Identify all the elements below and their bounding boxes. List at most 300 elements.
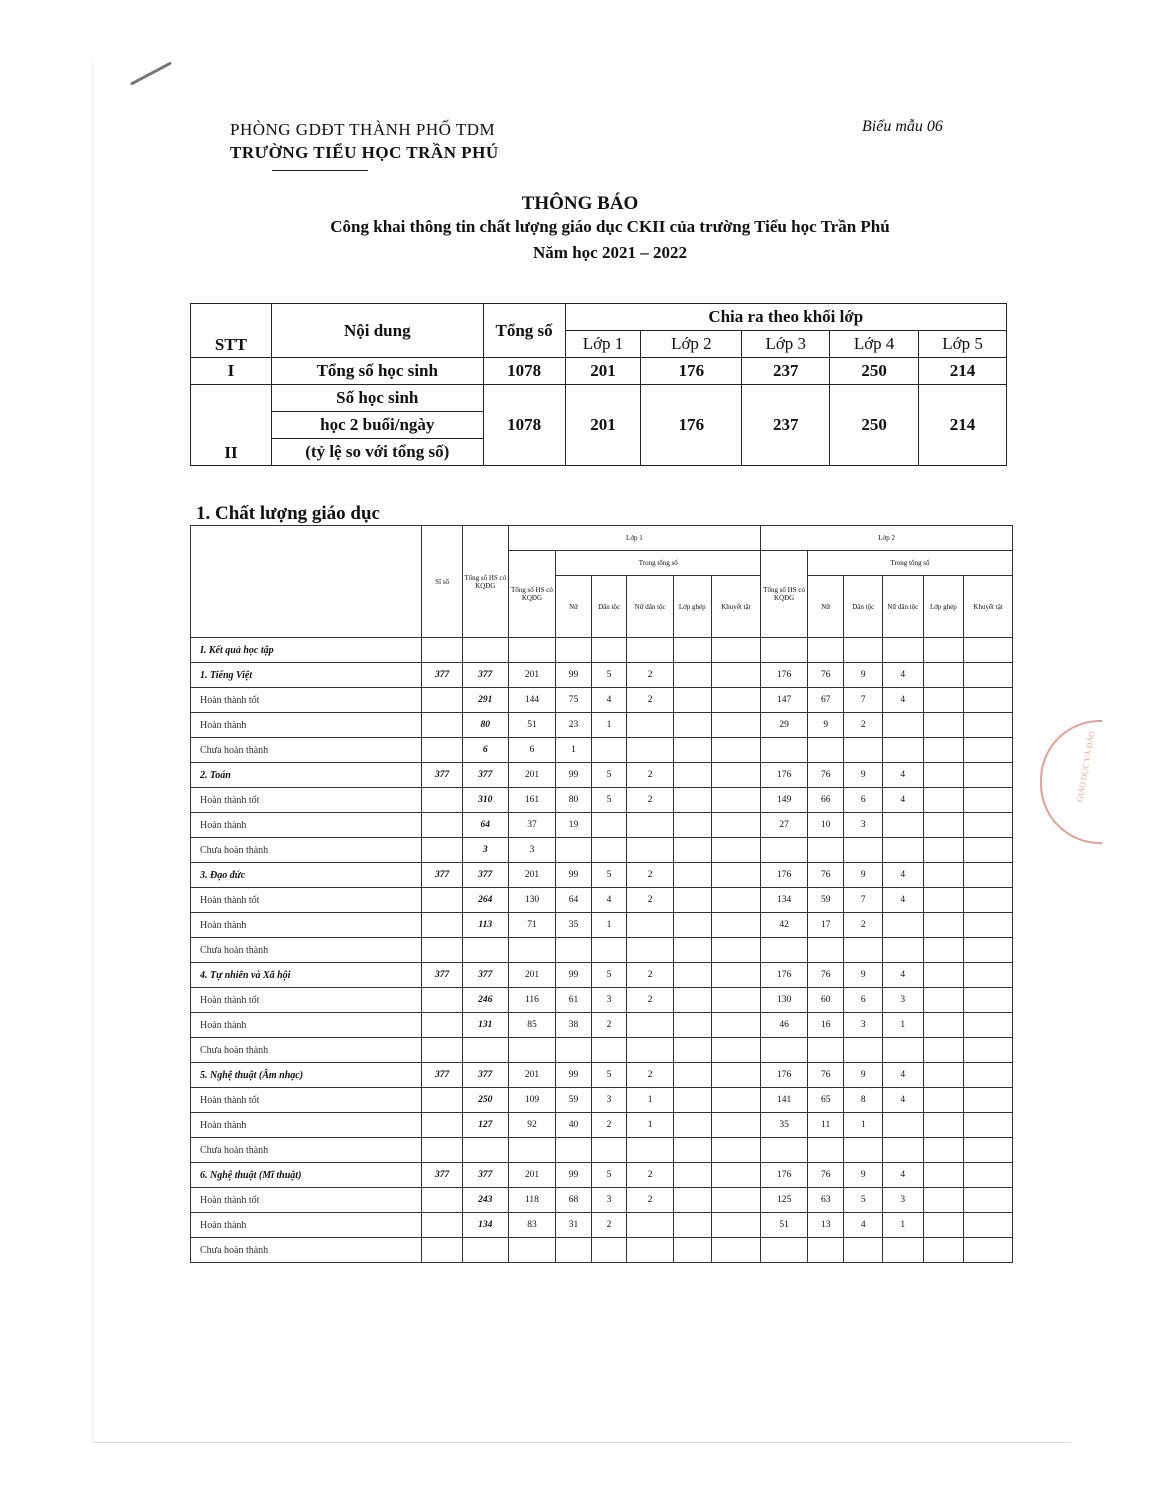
header-underline [272,170,368,171]
value-cell: 250 [830,358,919,385]
value-cell: 66 [807,788,844,813]
table-row [191,638,1013,663]
value-cell: 46 [761,1013,808,1038]
table-row [191,1063,1013,1088]
table-row [191,863,1013,888]
value-cell [883,938,924,963]
value-cell [964,1138,1013,1163]
value-cell [844,1138,883,1163]
table-row [191,1038,1013,1063]
header-sub: Nữ dân tộc [627,576,674,638]
value-cell [964,938,1013,963]
table-row [191,813,1013,838]
table-row [191,963,1013,988]
value-cell: 201 [508,763,556,788]
value-cell: 377 [462,1163,508,1188]
value-cell: 116 [508,988,556,1013]
value-cell [422,888,463,913]
value-cell [711,938,761,963]
row-label: Chưa hoàn thành [191,1238,422,1263]
content-cell: Tổng số học sinh [271,358,483,385]
row-label: Hoàn thành tốt [191,1188,422,1213]
value-cell: 2 [591,1113,627,1138]
value-cell: 377 [462,963,508,988]
value-cell: 377 [462,1063,508,1088]
value-cell [883,713,924,738]
value-cell: 92 [508,1113,556,1138]
summary-header-row [191,304,1007,331]
value-cell: 42 [761,913,808,938]
value-cell [844,638,883,663]
value-cell [556,638,592,663]
value-cell [422,938,463,963]
value-cell [673,763,711,788]
value-cell [627,1213,674,1238]
value-cell: 1 [844,1113,883,1138]
value-cell [964,713,1013,738]
value-cell: 147 [761,688,808,713]
value-cell [923,838,964,863]
value-cell: 237 [742,385,830,466]
value-cell: 4 [591,688,627,713]
value-cell [844,838,883,863]
department-name: PHÒNG GDĐT THÀNH PHỐ TDM [230,120,496,139]
value-cell: 377 [422,863,463,888]
row-label: Hoàn thành [191,1113,422,1138]
value-cell: 31 [556,1213,592,1238]
value-cell: 61 [556,988,592,1013]
value-cell [673,1238,711,1263]
value-cell [964,888,1013,913]
value-cell [711,688,761,713]
value-cell [923,1113,964,1138]
value-cell: 9 [844,863,883,888]
table-row [191,1113,1013,1138]
table-row [191,763,1013,788]
value-cell [883,838,924,863]
value-cell [923,638,964,663]
section-title: 1. Chất lượng giáo dục [196,503,380,524]
value-cell: 99 [556,663,592,688]
value-cell: 130 [508,888,556,913]
value-cell: 3 [591,988,627,1013]
value-cell [673,1213,711,1238]
value-cell [964,738,1013,763]
table-row [191,713,1013,738]
value-cell [883,913,924,938]
value-cell [923,1163,964,1188]
value-cell: 243 [462,1188,508,1213]
value-cell: 377 [462,663,508,688]
value-cell [673,1188,711,1213]
header-stt: STT [191,304,272,358]
row-label: Hoàn thành [191,1213,422,1238]
value-cell [964,1113,1013,1138]
value-cell: 40 [556,1113,592,1138]
value-cell: 264 [462,888,508,913]
value-cell [761,638,808,663]
header-trong: Trong tổng số [556,551,761,576]
value-cell: 3 [591,1088,627,1113]
value-cell [591,738,627,763]
table-row [191,1238,1013,1263]
value-cell [761,1138,808,1163]
value-cell [711,913,761,938]
header-lop1: Lớp 1 [508,526,761,551]
value-cell [964,863,1013,888]
value-cell [462,938,508,963]
value-cell [964,813,1013,838]
value-cell: 80 [462,713,508,738]
value-cell [673,638,711,663]
value-cell [711,1063,761,1088]
value-cell: 176 [761,963,808,988]
value-cell [923,1013,964,1038]
header-total: Tổng số HS có KQĐG [462,526,508,638]
header-grade: Lớp 2 [641,331,742,358]
school-year: Năm học 2021 – 2022 [533,243,687,262]
value-cell [673,1113,711,1138]
header-sub: Dân tộc [844,576,883,638]
value-cell [964,638,1013,663]
value-cell [964,1163,1013,1188]
value-cell: 16 [807,1013,844,1038]
value-cell: 1 [883,1013,924,1038]
stt-cell: II [191,385,272,466]
row-label: Hoàn thành tốt [191,888,422,913]
value-cell: 377 [462,863,508,888]
value-cell [627,713,674,738]
value-cell [964,763,1013,788]
value-cell [923,1213,964,1238]
value-cell: 2 [844,913,883,938]
value-cell: 113 [462,913,508,938]
value-cell [673,1088,711,1113]
table-row [191,663,1013,688]
value-cell [673,788,711,813]
value-cell: 5 [591,963,627,988]
value-cell: 161 [508,788,556,813]
value-cell: 9 [844,1063,883,1088]
value-cell [673,988,711,1013]
value-cell: 3 [508,838,556,863]
value-cell: 3 [462,838,508,863]
value-cell [462,1238,508,1263]
value-cell: 9 [844,663,883,688]
value-cell: 127 [462,1113,508,1138]
value-cell: 29 [761,713,808,738]
school-name: TRƯỜNG TIỂU HỌC TRẦN PHÚ [230,143,499,162]
row-label: 6. Nghệ thuật (Mĩ thuật) [191,1163,422,1188]
value-cell [673,688,711,713]
value-cell [422,1113,463,1138]
value-cell: 3 [844,1013,883,1038]
value-cell: 76 [807,1163,844,1188]
value-cell: 76 [807,863,844,888]
value-cell [627,913,674,938]
value-cell [673,913,711,938]
value-cell: 131 [462,1013,508,1038]
value-cell: 85 [508,1013,556,1038]
value-cell: 118 [508,1188,556,1213]
value-cell [964,1013,1013,1038]
value-cell [591,1238,627,1263]
value-cell [673,1163,711,1188]
value-cell: 7 [844,888,883,913]
value-cell: 377 [422,963,463,988]
value-cell: 63 [807,1188,844,1213]
value-cell [711,1188,761,1213]
value-cell: 99 [556,1163,592,1188]
document-title: THÔNG BÁO [521,193,639,214]
value-cell [462,1038,508,1063]
value-cell: 291 [462,688,508,713]
value-cell [422,638,463,663]
value-cell [422,788,463,813]
header-sub: Nữ [556,576,592,638]
row-label: 2. Toán [191,763,422,788]
form-number: Biểu mẫu 06 [862,118,943,135]
value-cell: 141 [761,1088,808,1113]
value-cell: 134 [761,888,808,913]
value-cell: 2 [627,788,674,813]
value-cell [923,1188,964,1213]
value-cell: 6 [844,788,883,813]
value-cell [673,1063,711,1088]
value-cell [807,738,844,763]
content-cell: học 2 buổi/ngày [271,412,483,439]
row-label: 5. Nghệ thuật (Âm nhạc) [191,1063,422,1088]
value-cell: 75 [556,688,592,713]
quality-header-row-1 [191,526,1013,551]
value-cell: 76 [807,763,844,788]
value-cell: 201 [508,1163,556,1188]
value-cell [673,1138,711,1163]
value-cell [422,1138,463,1163]
value-cell: 3 [883,1188,924,1213]
header-grade: Lớp 5 [919,331,1007,358]
value-cell [591,813,627,838]
value-cell [964,1038,1013,1063]
row-label: Hoàn thành [191,813,422,838]
value-cell: 2 [627,763,674,788]
value-cell [422,813,463,838]
value-cell [711,1088,761,1113]
table-row [191,1213,1013,1238]
value-cell [627,738,674,763]
value-cell [627,1138,674,1163]
table-row [191,938,1013,963]
value-cell [673,1013,711,1038]
value-cell: 8 [844,1088,883,1113]
value-cell: 7 [844,688,883,713]
value-cell: 246 [462,988,508,1013]
value-cell: 60 [807,988,844,1013]
table-row [191,988,1013,1013]
value-cell [556,1138,592,1163]
value-cell: 51 [761,1213,808,1238]
value-cell [422,738,463,763]
row-label: I. Kết quả học tập [191,638,422,663]
value-cell: 2 [591,1013,627,1038]
value-cell: 1 [591,913,627,938]
row-label: Hoàn thành tốt [191,988,422,1013]
header-sub: Lớp ghép [673,576,711,638]
value-cell [711,1238,761,1263]
value-cell [711,1013,761,1038]
total-cell: 1078 [483,385,565,466]
value-cell: 201 [565,385,641,466]
value-cell: 250 [830,385,919,466]
value-cell: 176 [761,1163,808,1188]
value-cell [556,1238,592,1263]
value-cell [422,838,463,863]
value-cell [844,938,883,963]
value-cell [627,1238,674,1263]
value-cell: 3 [844,813,883,838]
value-cell [923,1088,964,1113]
header-total: Tổng số [483,304,565,358]
value-cell: 9 [807,713,844,738]
value-cell [673,1038,711,1063]
quality-body [191,638,1013,1263]
value-cell: 99 [556,1063,592,1088]
content-cell: (tỷ lệ so với tổng số) [271,439,483,466]
value-cell [807,1238,844,1263]
value-cell [923,988,964,1013]
value-cell [673,838,711,863]
value-cell [673,863,711,888]
header-sub: Nữ [807,576,844,638]
value-cell: 1 [627,1088,674,1113]
value-cell [923,713,964,738]
value-cell [673,713,711,738]
value-cell: 59 [807,888,844,913]
value-cell [883,1138,924,1163]
value-cell [883,1113,924,1138]
value-cell: 4 [883,963,924,988]
value-cell: 27 [761,813,808,838]
total-cell: 1078 [483,358,565,385]
value-cell [462,1138,508,1163]
value-cell [627,838,674,863]
header-sub: Khuyết tật [964,576,1013,638]
value-cell [422,1188,463,1213]
value-cell [422,1213,463,1238]
value-cell [711,638,761,663]
value-cell [673,938,711,963]
value-cell [462,638,508,663]
value-cell: 68 [556,1188,592,1213]
value-cell [627,813,674,838]
value-cell: 10 [807,813,844,838]
value-cell: 214 [919,385,1007,466]
value-cell [508,1038,556,1063]
row-label: Hoàn thành [191,1013,422,1038]
table-row [191,838,1013,863]
value-cell [711,713,761,738]
value-cell: 2 [627,863,674,888]
value-cell [508,1138,556,1163]
value-cell: 13 [807,1213,844,1238]
value-cell: 37 [508,813,556,838]
row-label: Chưa hoàn thành [191,1138,422,1163]
value-cell: 176 [761,763,808,788]
value-cell: 176 [761,663,808,688]
value-cell: 35 [556,913,592,938]
value-cell [711,863,761,888]
value-cell [923,688,964,713]
row-label: Hoàn thành tốt [191,1088,422,1113]
document-subtitle: Công khai thông tin chất lượng giáo dục CKII của trường Tiểu học Trần Phú [330,217,890,236]
value-cell: 2 [627,1188,674,1213]
value-cell [711,1113,761,1138]
value-cell [923,813,964,838]
table-row [191,688,1013,713]
value-cell: 2 [627,988,674,1013]
value-cell: 5 [591,1163,627,1188]
value-cell [807,938,844,963]
value-cell [964,1063,1013,1088]
value-cell: 237 [742,358,830,385]
value-cell [422,988,463,1013]
value-cell [591,638,627,663]
value-cell: 4 [883,688,924,713]
value-cell [844,738,883,763]
value-cell [711,838,761,863]
value-cell [422,1038,463,1063]
value-cell [591,1138,627,1163]
value-cell: 377 [422,1163,463,1188]
value-cell: 64 [556,888,592,913]
red-stamp: GIÁO DỤC VÀ ĐÀO [1040,720,1102,844]
value-cell [591,838,627,863]
value-cell: 201 [508,963,556,988]
row-label: Hoàn thành tốt [191,688,422,713]
value-cell [964,663,1013,688]
value-cell [883,1238,924,1263]
value-cell [711,1038,761,1063]
value-cell: 9 [844,763,883,788]
value-cell [923,1038,964,1063]
value-cell [923,1063,964,1088]
value-cell [807,638,844,663]
value-cell: 80 [556,788,592,813]
value-cell [422,713,463,738]
value-cell [711,788,761,813]
value-cell: 4 [591,888,627,913]
value-cell [627,938,674,963]
value-cell: 99 [556,763,592,788]
value-cell [844,1038,883,1063]
value-cell: 4 [844,1213,883,1238]
value-cell: 176 [641,385,742,466]
value-cell [556,838,592,863]
value-cell [761,1238,808,1263]
value-cell [673,888,711,913]
value-cell: 76 [807,663,844,688]
summary-row-1 [191,358,1007,385]
value-cell: 4 [883,1088,924,1113]
value-cell: 2 [627,1063,674,1088]
value-cell [807,1038,844,1063]
header-sub: Nữ dân tộc [883,576,924,638]
content-cell: Số học sinh [271,385,483,412]
value-cell [627,638,674,663]
value-cell [923,888,964,913]
value-cell: 5 [591,663,627,688]
value-cell [422,688,463,713]
